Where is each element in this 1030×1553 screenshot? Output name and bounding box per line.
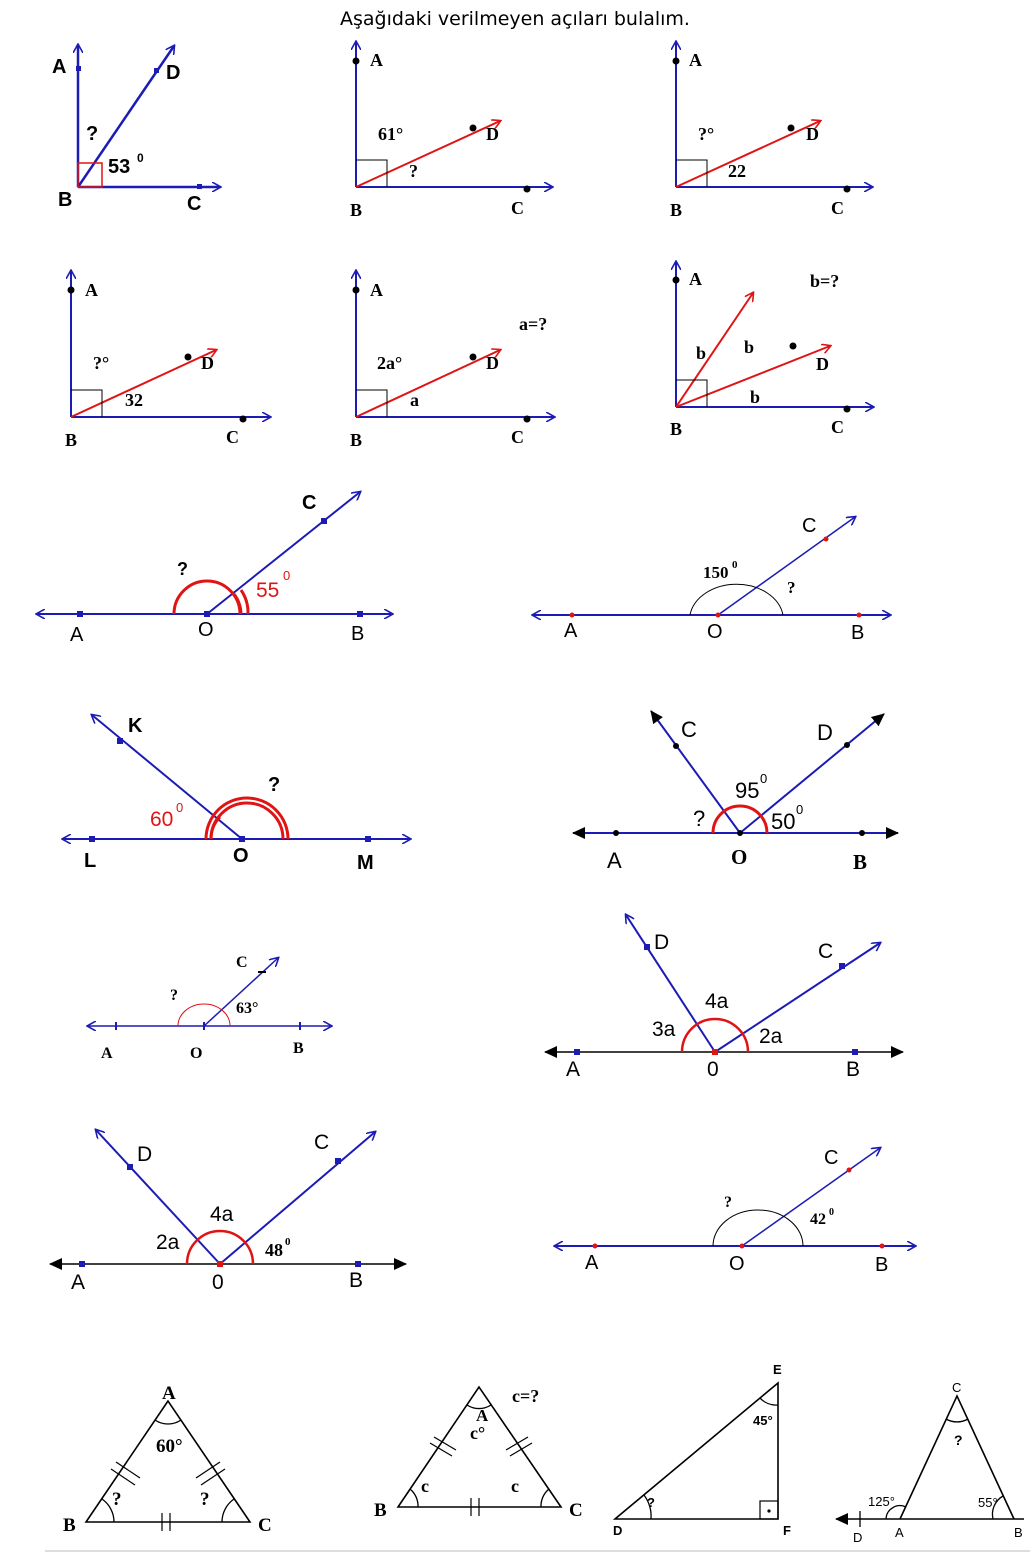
fig17-label-f: F [783,1523,791,1538]
fig17-unknown: ? [647,1495,655,1510]
fig4-angle: 32 [125,390,143,410]
figure-18 [836,1380,1024,1545]
fig11-unknown: ? [170,987,178,1004]
figure-17 [613,1362,791,1538]
fig13-angle-left: 2a [156,1231,180,1254]
fig16-angle-top: c° [470,1423,486,1443]
fig8-angle: 150 [703,563,729,582]
fig10-angle-top: 95 [735,778,760,803]
fig4-label-c: C [226,427,239,447]
fig10-degree-top: 0 [760,771,768,786]
fig5-label-a: A [370,280,383,300]
figure-3 [670,42,872,220]
fig5-angle-a: a [410,390,419,410]
fig13-degree: 0 [285,1236,291,1248]
fig13-label-c: C [314,1131,330,1154]
fig18-exterior-angle: 125° [868,1494,895,1509]
fig10-label-a: A [607,848,622,873]
fig12-angle-left: 3a [652,1018,676,1041]
fig9-unknown: ? [268,774,281,796]
fig16-angle-left: c [421,1476,429,1496]
figure-5 [350,271,554,450]
fig9-label-o: O [233,845,249,867]
fig14-label-b: B [875,1254,889,1276]
fig1-label-d: D [166,62,181,84]
fig16-label-a: A [476,1406,489,1425]
fig16-question: c=? [512,1386,540,1406]
fig5-label-c: C [511,427,524,447]
fig3-unknown: ?° [698,124,715,144]
fig2-angle: 61° [378,124,404,144]
fig10-angle-right: 50 [771,809,796,834]
fig3-label-a: A [689,50,702,70]
fig2-label-c: C [511,198,524,218]
fig10-label-o: O [731,845,748,869]
fig10-label-b: B [853,850,868,874]
fig18-label-b: B [1014,1525,1023,1540]
fig6-angle-b1: b [696,343,707,363]
fig8-degree: 0 [732,559,738,571]
fig4-unknown: ?° [93,353,110,373]
fig8-label-b: B [851,622,865,644]
fig7-label-o: O [198,619,214,641]
fig11-label-a: A [101,1045,113,1062]
fig4-label-b: B [65,430,78,450]
fig8-label-o: O [707,621,723,643]
fig12-label-b: B [846,1058,861,1081]
fig14-degree: 0 [829,1207,834,1218]
fig7-degree: 0 [283,568,291,583]
fig14-angle: 42 [810,1211,826,1228]
fig1-label-a: A [52,56,67,78]
fig17-label-d: D [613,1523,623,1538]
fig15-unknown-left: ? [112,1489,122,1510]
fig16-angle-right: c [511,1476,519,1496]
fig11-label-b: B [293,1040,304,1057]
figure-11 [88,954,331,1062]
figure-10 [573,711,898,874]
fig6-label-a: A [689,269,702,289]
figure-14 [555,1147,915,1276]
fig11-label-o: O [190,1045,203,1062]
figure-8 [533,515,890,644]
fig9-degree: 0 [176,800,184,815]
fig18-unknown: ? [954,1432,963,1448]
fig9-label-l: L [84,850,97,872]
fig11-label-c: C [236,954,248,971]
fig12-label-c: C [818,940,834,963]
fig12-angle-right: 2a [759,1025,783,1048]
fig1-label-b: B [58,189,73,211]
fig6-label-d: D [816,354,829,374]
fig6-angle-b3: b [750,387,761,407]
fig13-label-o: 0 [212,1271,224,1294]
fig7-label-a: A [70,624,84,646]
fig7-label-b: B [351,623,365,645]
figure-6 [670,262,873,439]
fig10-label-c: C [681,717,697,742]
figure-9 [63,715,410,874]
fig10-label-d: D [817,720,833,745]
fig1-degree: 0 [137,151,144,165]
fig5-question: a=? [519,314,548,334]
figure-7 [37,492,392,646]
fig18-label-d: D [853,1530,863,1545]
figure-13 [50,1130,406,1294]
fig14-label-a: A [585,1252,599,1274]
page-title: Aşağıdaki verilmeyen açıları bulalım. [340,8,690,30]
fig14-unknown: ? [724,1194,732,1211]
fig18-label-c: C [952,1380,962,1395]
fig10-degree-right: 0 [796,802,804,817]
fig9-angle: 60 [150,808,174,831]
figure-12 [545,915,903,1081]
figure-1 [52,45,220,215]
figure-2 [350,42,552,220]
fig8-label-c: C [802,515,817,537]
fig16-label-b: B [374,1500,387,1521]
fig15-label-a: A [162,1383,176,1404]
fig13-label-d: D [137,1143,153,1166]
fig6-label-b: B [670,419,683,439]
fig8-unknown: ? [787,578,796,597]
fig15-label-b: B [63,1515,76,1536]
fig7-label-c: C [302,492,317,514]
fig5-label-b: B [350,430,363,450]
fig3-label-b: B [670,200,683,220]
fig12-label-a: A [566,1058,581,1081]
fig11-angle: 63° [236,1000,259,1017]
figure-4 [65,271,270,450]
fig1-unknown: ? [86,123,99,145]
fig1-label-c: C [187,193,202,215]
fig6-angle-b2: b [744,337,755,357]
fig7-unknown: ? [177,559,188,579]
fig15-angle: 60° [156,1436,183,1457]
fig3-angle: 22 [728,161,746,181]
fig13-angle-right: 48 [265,1240,283,1260]
fig2-unknown: ? [409,161,418,181]
fig6-label-c: C [831,417,844,437]
fig17-angle: 45° [753,1413,773,1428]
fig15-label-c: C [258,1515,272,1536]
fig3-label-c: C [831,198,844,218]
fig5-angle: 2a° [377,353,403,373]
fig12-label-o: 0 [707,1058,719,1081]
fig18-angle-b: 55° [978,1495,998,1510]
fig13-label-b: B [349,1269,364,1292]
fig4-label-a: A [85,280,98,300]
figure-15 [63,1383,272,1536]
fig2-label-a: A [370,50,383,70]
fig6-question: b=? [810,271,840,291]
fig15-unknown-right: ? [200,1489,210,1510]
fig9-label-m: M [357,852,374,874]
fig12-angle-mid: 4a [705,990,729,1013]
fig14-label-c: C [824,1147,839,1169]
fig3-label-d: D [806,124,819,144]
fig5-label-d: D [486,353,499,373]
fig7-angle: 55 [256,579,280,602]
figure-16 [374,1386,583,1521]
fig2-label-d: D [486,124,499,144]
fig13-label-a: A [71,1271,86,1294]
fig9-label-k: K [128,715,143,737]
fig14-label-o: O [729,1253,745,1275]
fig12-label-d: D [654,931,670,954]
fig16-label-c: C [569,1500,583,1521]
fig10-unknown: ? [693,806,706,831]
fig2-label-b: B [350,200,363,220]
fig17-label-e: E [773,1362,782,1377]
fig1-angle: 53 [108,156,131,178]
fig4-label-d: D [201,353,214,373]
fig8-label-a: A [564,620,578,642]
fig13-angle-mid: 4a [210,1203,234,1226]
fig18-label-a: A [895,1525,904,1540]
